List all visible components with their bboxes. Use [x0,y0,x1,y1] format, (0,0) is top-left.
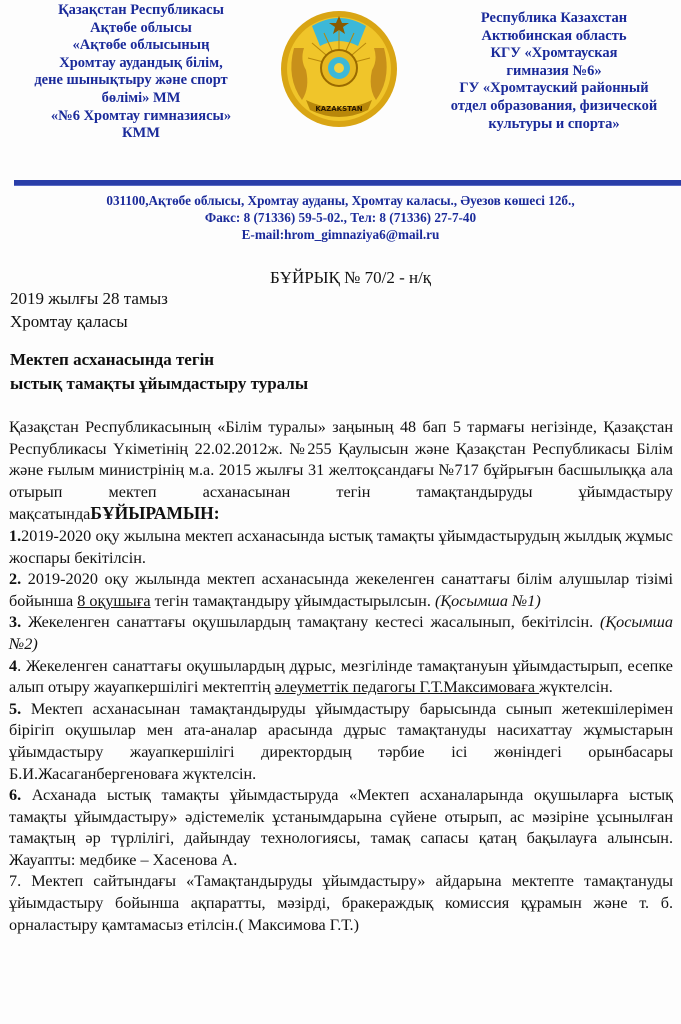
letterhead-divider [14,180,681,186]
item-underlined: 8 оқушыға [77,591,151,610]
letterhead-line: «№6 Хромтау гимназиясы» [50,107,232,124]
emblem-label: KAZAKSTAN [315,105,363,113]
subject-line: Мектеп асханасында тегін [10,350,215,369]
letterhead-line: КММ [122,125,160,142]
letterhead-line: гимназия №6» [506,62,602,79]
order-body [9,417,673,936]
item-text: 2019-2020 оқу жылына мектеп асханасында ыстық тамақты ұйымдастырудың жылдық жұмыс жоспары бекітілсін. [9,526,673,567]
order-item [9,612,673,655]
item-text: тегін тамақтандыру ұйымдастырылсын. [150,591,435,610]
letterhead-line: Актюбинская область [481,27,627,44]
item-number: 5. [9,699,22,718]
order-item [9,785,673,871]
preamble [9,417,673,526]
item-text: Жекеленген санаттағы оқушылардың тамақтану кестесі жасалынып, бекітілсін. [21,613,600,632]
order-date: 2019 жылғы 28 тамыз [10,289,168,308]
letterhead-kazakh [10,2,272,143]
order-item [9,526,673,569]
item-number: 6. [9,786,22,805]
order-subject [10,348,308,396]
contact-block [0,192,681,243]
contact-email: E-mail:hrom_gimnaziya6@mail.ru [241,227,440,242]
contact-address: 031100,Ақтөбе облысы, Хромтау ауданы, Хромтау каласы., Әуезов көшесі 12б., [106,193,575,208]
letterhead-russian [440,10,668,133]
letterhead-line: дене шынықтыру және спорт [34,72,228,89]
item-number: 3. [9,613,22,632]
order-title: БҰЙРЫҚ № 70/2 - н/қ [269,268,432,287]
item-text: Мектеп асханасынан тамақтандыруды ұйымдастыру барысында сынып жетекшілерімен бірігіп оқушылар мен ата-аналар арасында дұрыс тамақтануды насихаттау жұмыстарын ұйымдастыру жауапкершілігі директордың тәрбие ісі жөніндегі орынбасары Б.И.Жасаганбергеноваға жүктелсін. [9,699,673,783]
letterhead-line: Хромтау аудандық білім, [59,54,223,71]
item-underlined: әлеуметтік педагогы Г.Т.Максимоваға [274,678,540,697]
letterhead-line: «Ақтөбе облысының [72,37,210,54]
item-text: . Жекеленген санаттағы оқушылардың дұрыс, мезгілінде тамақтануын ұйымдастырып, есепке алып отыру жауапкершілігі мектептің [9,656,673,697]
item-text: жүктелсін. [539,678,613,697]
item-text: 7. Мектеп сайтындағы «Тамақтандыруды ұйымдастыру» айдарына мектепте тамақтануды ұйымдастыру бойынша ақпаратты, мәзірді, бракераждық комиссия құрамын және т. б. орналастыру қамтамасыз етілсін.( Максимова Г.Т.) [9,872,673,934]
item-number: 4 [9,656,18,675]
letterhead-line: отдел образования, физической [450,97,658,114]
appendix-ref: (Қосымша №2) [9,613,673,653]
order-item [9,699,673,785]
order-meta [10,287,168,333]
order-city: Хромтау қаласы [10,312,128,331]
item-text: Асханада ыстық тамақты ұйымдастыруда «Мектеп асханаларында оқушыларға ыстық тамақты ұйымдастыру» әдістемелік ұстанымдарына сүйене отырып, ас мәзіріне ұсынылған тамақтың әр түрлілігі, дайындау технологиясы, тамақ сапасы қатаң бақылауға алынсын. Жауапты: медбике – Хасенова А. [9,786,673,869]
contact-phones: Факс: 8 (71336) 59-5-02., Тел: 8 (71336) 27-7-40 [204,210,477,225]
appendix-ref: (Қосымша №1) [434,591,541,610]
order-item [9,569,673,612]
letterhead-line: Қазақстан Республикасы [58,2,224,18]
letterhead-line: КГУ «Хромтауская [490,45,618,62]
state-emblem-icon [272,8,406,130]
order-item [9,871,673,936]
letterhead-line: ГУ «Хромтауский районный [459,80,649,97]
letterhead-line: Республика Казахстан [480,10,628,26]
item-number: 2. [9,570,22,589]
letterhead-line: Ақтөбе облысы [90,19,192,36]
letterhead-line: бөлімі» ММ [101,89,181,106]
order-item [9,656,673,699]
preamble-text: Қазақстан Республикасының «Білім туралы» заңының 48 бап 5 тармағы негізінде, Қазақстан Республикасы Үкіметінің 22.02.2012ж. №255 Қаулысын және Қазақстан Республикасы Білім және ғылым министрінің м.а. 2015 жылғы 31 желтоқсандағы №717 бұйрығын басшылыққа ала отырып мектеп асханасынан тегін тамақтандыруды ұйымдастыру мақсатында [9,418,673,524]
item-text: 2019-2020 оқу жылында мектеп асханасында жекеленген санаттағы білім алушылар тізімі бойынша [9,570,673,610]
letterhead-line: культуры и спорта» [488,115,620,132]
command-word: БҰЙЫРАМЫН: [90,503,220,524]
item-number: 1. [9,526,22,545]
subject-line: ыстық тамақты ұйымдастыру туралы [10,374,309,393]
